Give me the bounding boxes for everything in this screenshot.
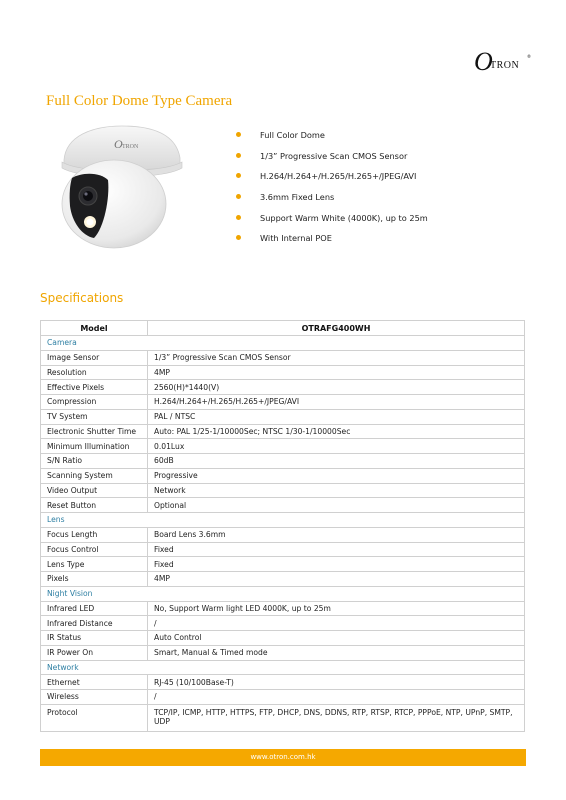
feature-text: H.264/H.264+/H.265/H.265+/JPEG/AVI [260, 171, 417, 182]
table-row [41, 675, 525, 690]
spec-label: Reset Button [41, 498, 148, 513]
section-title: Lens [41, 513, 525, 528]
feature-text: 3.6mm Fixed Lens [260, 192, 335, 203]
spec-value: 0.01Lux [148, 439, 525, 454]
table-row [41, 572, 525, 587]
bullet-dot [236, 173, 241, 178]
spec-value: Board Lens 3.6mm [148, 527, 525, 542]
spec-label: Minimum Illumination [41, 439, 148, 454]
feature-item [236, 169, 428, 190]
table-row [41, 350, 525, 365]
spec-label: Protocol [41, 704, 148, 731]
spec-value: 4MP [148, 365, 525, 380]
table-row [41, 439, 525, 454]
bullet-dot [236, 132, 241, 137]
spec-value: No, Support Warm light LED 4000K, up to 25m [148, 601, 525, 616]
table-row [41, 498, 525, 513]
table-row [41, 704, 525, 731]
bullet-dot [236, 153, 241, 158]
table-row [41, 365, 525, 380]
spec-label: Infrared Distance [41, 616, 148, 631]
camera-logo-text: TRON [122, 144, 139, 150]
spec-label: Ethernet [41, 675, 148, 690]
spec-value: H.264/H.264+/H.265/H.265+/JPEG/AVI [148, 395, 525, 410]
spec-value: Smart, Manual & Timed mode [148, 645, 525, 660]
spec-label: IR Power On [41, 645, 148, 660]
table-row [41, 645, 525, 660]
feature-item [236, 190, 428, 211]
table-row [41, 424, 525, 439]
spec-label: Infrared LED [41, 601, 148, 616]
spec-value: Fixed [148, 542, 525, 557]
spec-label: Focus Length [41, 527, 148, 542]
spec-label: TV System [41, 409, 148, 424]
spec-label: Electronic Shutter Time [41, 424, 148, 439]
spec-value: 2560(H)*1440(V) [148, 380, 525, 395]
spec-value: PAL / NTSC [148, 409, 525, 424]
feature-item [236, 128, 428, 149]
feature-text: Support Warm White (4000K), up to 25m [260, 212, 428, 223]
section-title: Network [41, 660, 525, 675]
spec-value: Progressive [148, 468, 525, 483]
spec-value: TCP/IP, ICMP, HTTP, HTTPS, FTP, DHCP, DNS, DDNS, RTP, RTSP, RTCP, PPPoE, NTP, UPnP, SMTP, UDP [148, 704, 525, 731]
table-row [41, 542, 525, 557]
table-row [41, 527, 525, 542]
spec-value: Fixed [148, 557, 525, 572]
table-row [41, 631, 525, 646]
feature-text: With Internal POE [260, 233, 332, 244]
spec-value: / [148, 616, 525, 631]
spec-value: 60dB [148, 454, 525, 469]
registered-mark: ® [527, 54, 531, 59]
brand-logo [474, 48, 534, 76]
spec-value: / [148, 690, 525, 705]
specifications-heading: Specifications [40, 291, 124, 305]
section-row-lens [41, 513, 525, 528]
table-header-row [41, 321, 525, 336]
spec-value: Optional [148, 498, 525, 513]
spec-label: Pixels [41, 572, 148, 587]
feature-text: Full Color Dome [260, 130, 325, 140]
spec-label: Video Output [41, 483, 148, 498]
model-label: Model [41, 321, 148, 336]
footer-bar [40, 749, 526, 766]
spec-label: IR Status [41, 631, 148, 646]
section-title: Night Vision [41, 586, 525, 601]
specifications-table [40, 320, 525, 732]
bullet-dot [236, 194, 241, 199]
table-row [41, 557, 525, 572]
svg-text:O: O [114, 137, 123, 151]
section-title: Camera [41, 336, 525, 351]
spec-value: 1/3” Progressive Scan CMOS Sensor [148, 350, 525, 365]
bullet-dot [236, 215, 241, 220]
spec-value: Network [148, 483, 525, 498]
spec-label: Wireless [41, 690, 148, 705]
feature-text: 1/3” Progressive Scan CMOS Sensor [260, 150, 408, 161]
section-row-camera [41, 336, 525, 351]
spec-value: 4MP [148, 572, 525, 587]
section-row-night-vision [41, 586, 525, 601]
feature-item [236, 211, 428, 232]
table-row [41, 601, 525, 616]
feature-list [236, 128, 428, 252]
table-row [41, 468, 525, 483]
spec-value: Auto: PAL 1/25-1/10000Sec; NTSC 1/30-1/10000Sec [148, 424, 525, 439]
footer-website: www.otron.com.hk [250, 753, 316, 761]
spec-label: Image Sensor [41, 350, 148, 365]
spec-value: RJ-45 (10/100Base-T) [148, 675, 525, 690]
spec-label: Lens Type [41, 557, 148, 572]
table-row [41, 409, 525, 424]
table-row [41, 690, 525, 705]
bullet-dot [236, 235, 241, 240]
dome-camera-image [52, 118, 192, 250]
page-title: Full Color Dome Type Camera [46, 93, 233, 109]
table-row [41, 616, 525, 631]
feature-item [236, 231, 428, 252]
spec-label: Scanning System [41, 468, 148, 483]
spec-label: S/N Ratio [41, 454, 148, 469]
table-row [41, 483, 525, 498]
spec-label: Effective Pixels [41, 380, 148, 395]
spec-value: Auto Control [148, 631, 525, 646]
brand-logo-text: TRON [490, 60, 520, 71]
table-row [41, 454, 525, 469]
table-row [41, 395, 525, 410]
brand-logo-o: O [474, 47, 493, 76]
feature-item [236, 149, 428, 170]
table-row [41, 380, 525, 395]
section-row-network [41, 660, 525, 675]
spec-label: Resolution [41, 365, 148, 380]
spec-label: Focus Control [41, 542, 148, 557]
spec-label: Compression [41, 395, 148, 410]
model-value: OTRAFG400WH [148, 321, 525, 336]
